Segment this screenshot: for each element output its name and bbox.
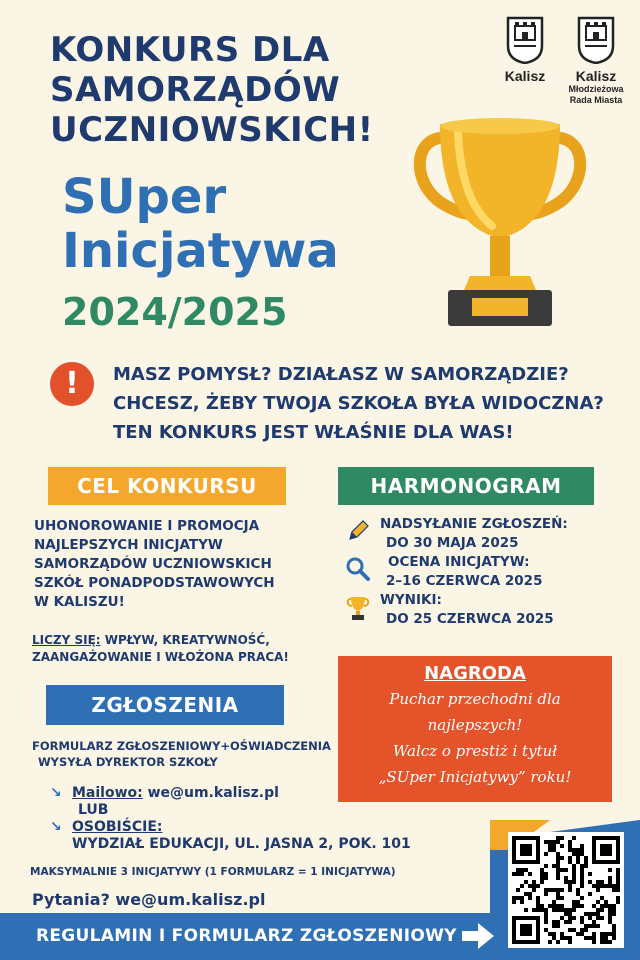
prize-line: najlepszych! [427, 716, 523, 734]
harmonogram-value: 2–16 CZERWCA 2025 [386, 573, 543, 589]
cel-description [34, 517, 324, 612]
trophy-icon [344, 593, 372, 621]
criteria-text: WPŁYW, KREATYWNOŚĆ, [100, 633, 270, 647]
prize-heading: NAGRODA [424, 663, 526, 684]
cel-line: SAMORZĄDÓW UCZNIOWSKICH [34, 556, 272, 572]
prize-box [338, 656, 612, 802]
cel-line: SZKÓŁ PONADPODSTAWOWYCH [34, 575, 275, 591]
max-note: MAKSYMALNIE 3 INICJATYWY (1 FORMULARZ = 1 INICJATYWA) [30, 866, 396, 878]
contest-name-line: SUper [62, 169, 227, 225]
kalisz-logo [494, 16, 556, 84]
alert-line: MASZ POMYSŁ? DZIAŁASZ W SAMORZĄDZIE? [113, 364, 569, 385]
logo-name: Kalisz [504, 68, 546, 84]
harmonogram-label: NADSYŁANIE ZGŁOSZEŃ: [380, 516, 568, 532]
regulamin-link[interactable]: REGULAMIN I FORMULARZ ZGŁOSZENIOWY [36, 926, 457, 946]
harmonogram-label: OCENA INICJATYW: [388, 554, 530, 570]
qr-code-graphic [512, 836, 620, 944]
harmonogram-value: DO 25 CZERWCA 2025 [386, 611, 554, 627]
contact-block [50, 785, 450, 853]
cel-line: W KALISZU! [34, 594, 125, 610]
cel-line: UHONOROWANIE I PROMOCJA [34, 518, 260, 534]
headline-line: UCZNIOWSKICH! [50, 110, 374, 150]
headline [50, 30, 450, 150]
contest-name [62, 170, 339, 278]
mrm-logo [560, 16, 632, 106]
prize-line: Puchar przechodni dla [389, 690, 561, 708]
headline-line: SAMORZĄDÓW [50, 70, 341, 110]
personal-label: OSOBIŚCIE: [72, 819, 163, 835]
contest-name-line: Inicjatywa [62, 223, 339, 279]
harmonogram-value: DO 30 MAJA 2025 [386, 535, 519, 551]
or-label: LUB [78, 802, 109, 818]
exclamation-icon: ! [50, 362, 94, 406]
alert-line: CHCESZ, ŻEBY TWOJA SZKOŁA BYŁA WIDOCZNA? [113, 393, 604, 414]
alert-line: TEN KONKURS JEST WŁAŚNIE DLA WAS! [113, 422, 514, 443]
qr-code-icon[interactable] [508, 832, 624, 948]
headline-line: KONKURS DLA [50, 30, 330, 70]
address: WYDZIAŁ EDUKACJI, UL. JASNA 2, POK. 101 [72, 836, 411, 852]
harmonogram-item [344, 553, 634, 591]
harmonogram-item [344, 591, 634, 629]
criteria-line: ZAANGAŻOWANIE I WŁOŻONA PRACA! [32, 650, 289, 664]
pencil-icon [344, 517, 372, 545]
zgloszenia-line: WYSYŁA DYREKTOR SZKOŁY [38, 755, 218, 769]
trophy-illustration-icon [400, 110, 600, 340]
criteria [32, 632, 332, 666]
alert-message [113, 360, 633, 447]
mail-value[interactable]: we@um.kalisz.pl [147, 785, 279, 801]
questions-contact[interactable]: Pytania? we@um.kalisz.pl [32, 890, 266, 909]
contest-year: 2024/2025 [62, 290, 288, 334]
arrow-down-right-icon: ↘ [50, 819, 62, 835]
prize-line: „SUper Inicjatywy” roku! [378, 768, 572, 786]
zgloszenia-heading: ZGŁOSZENIA [46, 685, 284, 725]
harmonogram-item [344, 515, 634, 553]
mail-label: Mailowo: [72, 785, 143, 801]
criteria-label: LICZY SIĘ: [32, 633, 101, 647]
logo-sub: Rada Miasta [569, 95, 623, 105]
magnifier-icon [344, 555, 372, 583]
harmonogram-label: WYNIKI: [380, 592, 442, 608]
arrow-down-right-icon: ↘ [50, 785, 62, 801]
zgloszenia-description [32, 738, 332, 770]
logo-sub: Młodzieżowa [568, 84, 624, 94]
kalisz-crest-icon [577, 16, 615, 64]
harmonogram-heading: HARMONOGRAM [338, 467, 594, 505]
zgloszenia-line: FORMULARZ ZGŁOSZENIOWY+OŚWIADCZENIA [32, 739, 331, 753]
cel-heading: CEL KONKURSU [48, 467, 286, 505]
prize-line: Walcz o prestiż i tytuł [392, 742, 558, 760]
harmonogram-list [344, 515, 634, 629]
contact-mail-row [50, 785, 450, 802]
logo-name: Kalisz [575, 68, 617, 84]
cel-line: NAJLEPSZYCH INICJATYW [34, 537, 223, 553]
contact-personal-row [50, 819, 450, 836]
arrow-right-icon[interactable] [460, 920, 496, 952]
kalisz-crest-icon [506, 16, 544, 64]
